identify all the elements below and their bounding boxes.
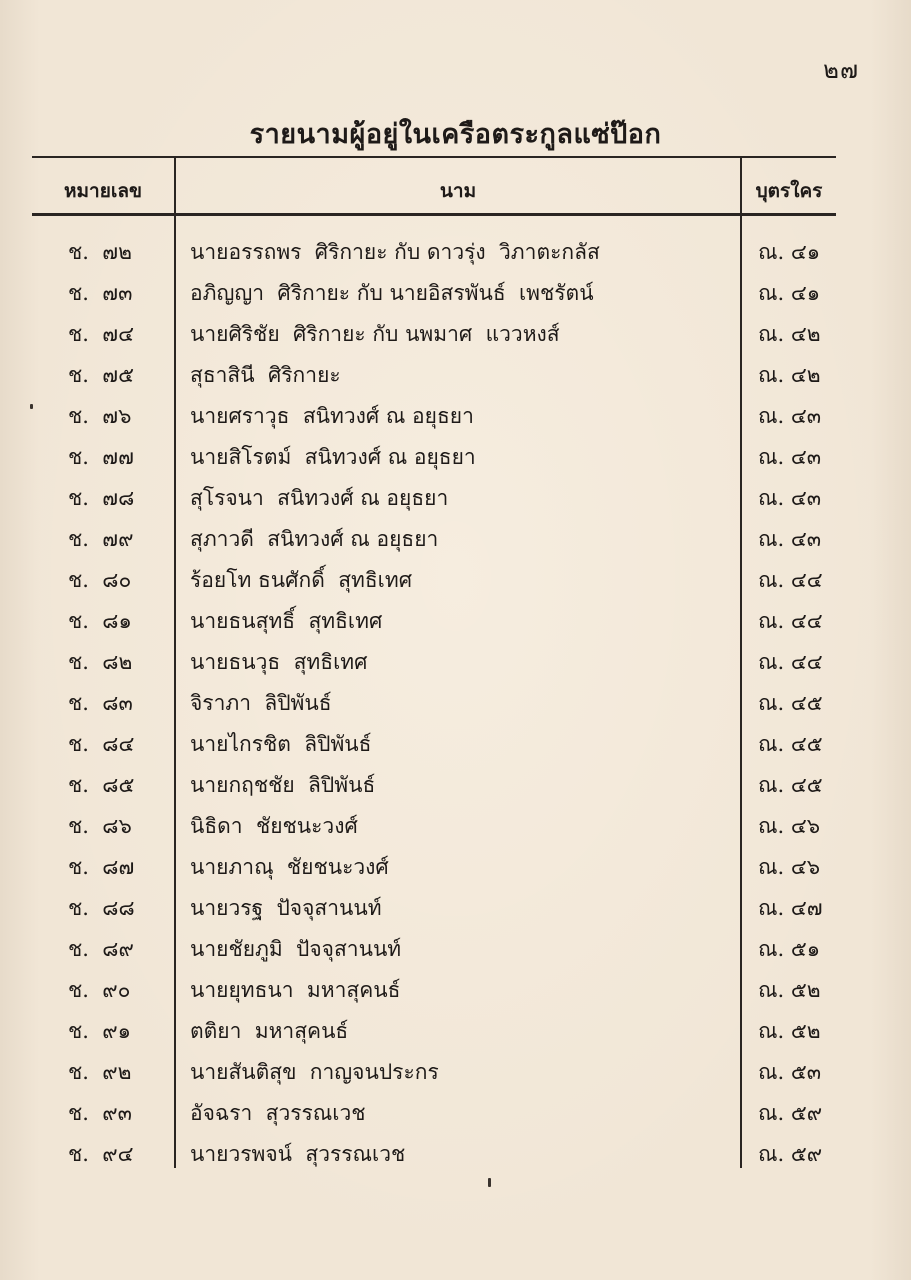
row-number: ช. ๘๒ — [68, 650, 133, 674]
row-parent: ณ. ๔๑ — [758, 240, 821, 264]
row-name: นายชัยภูมิ ปัจจุสานนท์ — [190, 937, 402, 961]
row-name: นายธนวุธ สุทธิเทศ — [190, 650, 368, 674]
row-name: อภิญญา ศิริกายะ กับ นายอิสรพันธ์ เพชรัตน์ — [190, 281, 594, 305]
row-name: สุโรจนา สนิทวงศ์ ณ อยุธยา — [190, 486, 449, 510]
row-number: ช. ๙๔ — [68, 1142, 134, 1166]
table-row — [32, 1093, 836, 1134]
row-number: ช. ๗๓ — [68, 281, 133, 305]
row-number: ช. ๗๒ — [68, 240, 132, 264]
table-body — [32, 232, 836, 1175]
row-number: ช. ๘๕ — [68, 773, 135, 797]
row-parent: ณ. ๕๑ — [758, 937, 821, 961]
row-name: นายสิโรตม์ สนิทวงศ์ ณ อยุธยา — [190, 445, 476, 469]
row-number: ช. ๘๙ — [68, 937, 134, 961]
row-number: ช. ๙๑ — [68, 1019, 131, 1043]
row-name: นายศราวุธ สนิทวงศ์ ณ อยุธยา — [190, 404, 474, 428]
row-parent: ณ. ๕๙ — [758, 1142, 823, 1166]
table-row — [32, 519, 836, 560]
table-row — [32, 1052, 836, 1093]
row-name: ตติยา มหาสุคนธ์ — [190, 1019, 349, 1043]
table-row — [32, 478, 836, 519]
table-row — [32, 888, 836, 929]
row-name: นายอรรถพร ศิริกายะ กับ ดาวรุ่ง วิภาตะกลัส — [190, 240, 600, 264]
table-row — [32, 1011, 836, 1052]
row-number: ช. ๘๓ — [68, 691, 133, 715]
row-name: สุธาสินี ศิริกายะ — [190, 363, 341, 387]
row-name: นายวรฐ ปัจจุสานนท์ — [190, 896, 382, 920]
table-row — [32, 724, 836, 765]
table-row — [32, 355, 836, 396]
row-number: ช. ๙๓ — [68, 1101, 133, 1125]
table-header-rule — [32, 213, 836, 216]
row-number: ช. ๗๘ — [68, 486, 135, 510]
table-row — [32, 437, 836, 478]
row-number: ช. ๗๔ — [68, 322, 134, 346]
row-parent: ณ. ๔๕ — [758, 732, 823, 756]
row-name: นายธนสุทธิ์ สุทธิเทศ — [190, 609, 383, 633]
page-number: ๒๗ — [823, 56, 859, 84]
table-row — [32, 273, 836, 314]
table-row — [32, 929, 836, 970]
row-name: นายศิริชัย ศิริกายะ กับ นพมาศ แววหงส์ — [190, 322, 560, 346]
row-parent: ณ. ๔๓ — [758, 486, 822, 510]
row-parent: ณ. ๔๓ — [758, 445, 822, 469]
table-row — [32, 642, 836, 683]
print-speck — [488, 1178, 491, 1187]
row-name: นายกฤชชัย ลิปิพันธ์ — [190, 773, 376, 797]
header-name: นาม — [439, 180, 477, 202]
row-name: อัจฉรา สุวรรณเวช — [190, 1101, 366, 1125]
row-name: จิราภา ลิปิพันธ์ — [190, 691, 332, 715]
table-row — [32, 396, 836, 437]
row-name: นายภาณุ ชัยชนะวงศ์ — [190, 855, 389, 879]
table-row — [32, 1134, 836, 1175]
row-parent: ณ. ๔๖ — [758, 855, 821, 879]
row-parent: ณ. ๔๔ — [758, 650, 823, 674]
row-parent: ณ. ๕๓ — [758, 1060, 822, 1084]
row-parent: ณ. ๔๓ — [758, 527, 822, 551]
row-number: ช. ๗๖ — [68, 404, 132, 428]
row-parent: ณ. ๔๕ — [758, 691, 823, 715]
row-parent: ณ. ๔๗ — [758, 896, 823, 920]
row-number: ช. ๘๖ — [68, 814, 132, 838]
row-parent: ณ. ๔๖ — [758, 814, 821, 838]
row-name: นายไกรชิต ลิปิพันธ์ — [190, 732, 372, 756]
table-top-rule — [32, 156, 836, 158]
row-parent: ณ. ๕๙ — [758, 1101, 823, 1125]
row-name: สุภาวดี สนิทวงศ์ ณ อยุธยา — [190, 527, 439, 551]
row-parent: ณ. ๔๔ — [758, 609, 823, 633]
row-parent: ณ. ๔๔ — [758, 568, 823, 592]
row-number: ช. ๗๕ — [68, 363, 134, 387]
row-parent: ณ. ๔๕ — [758, 773, 823, 797]
row-parent: ณ. ๔๓ — [758, 404, 822, 428]
row-name: ร้อยโท ธนศักดิ์ สุทธิเทศ — [190, 568, 413, 592]
row-number: ช. ๙๐ — [68, 978, 131, 1002]
row-number: ช. ๘๔ — [68, 732, 135, 756]
table-row — [32, 847, 836, 888]
table-row — [32, 560, 836, 601]
row-name: นายสันติสุข กาญจนประกร — [190, 1060, 439, 1084]
print-speck — [30, 404, 33, 409]
row-number: ช. ๗๗ — [68, 445, 134, 469]
table-row — [32, 232, 836, 273]
row-number: ช. ๘๑ — [68, 609, 132, 633]
row-parent: ณ. ๕๒ — [758, 1019, 821, 1043]
header-parent: บุตรใคร — [755, 180, 823, 202]
row-parent: ณ. ๔๑ — [758, 281, 821, 305]
row-name: นิธิดา ชัยชนะวงศ์ — [190, 814, 358, 838]
row-number: ช. ๘๐ — [68, 568, 132, 592]
header-number: หมายเลข — [64, 180, 142, 202]
table-row — [32, 683, 836, 724]
page-title: รายนามผู้อยู่ในเครือตระกูลแซ่ป๊อก — [249, 119, 662, 150]
row-parent: ณ. ๕๒ — [758, 978, 821, 1002]
row-number: ช. ๗๙ — [68, 527, 134, 551]
row-name: นายยุทธนา มหาสุคนธ์ — [190, 978, 401, 1002]
table-row — [32, 765, 836, 806]
genealogy-table — [32, 156, 836, 1168]
row-number: ช. ๙๒ — [68, 1060, 132, 1084]
row-parent: ณ. ๔๒ — [758, 322, 821, 346]
table-row — [32, 314, 836, 355]
row-number: ช. ๘๘ — [68, 896, 135, 920]
table-row — [32, 806, 836, 847]
row-number: ช. ๘๗ — [68, 855, 135, 879]
row-parent: ณ. ๔๒ — [758, 363, 821, 387]
table-row — [32, 970, 836, 1011]
table-row — [32, 601, 836, 642]
row-name: นายวรพจน์ สุวรรณเวช — [190, 1142, 406, 1166]
